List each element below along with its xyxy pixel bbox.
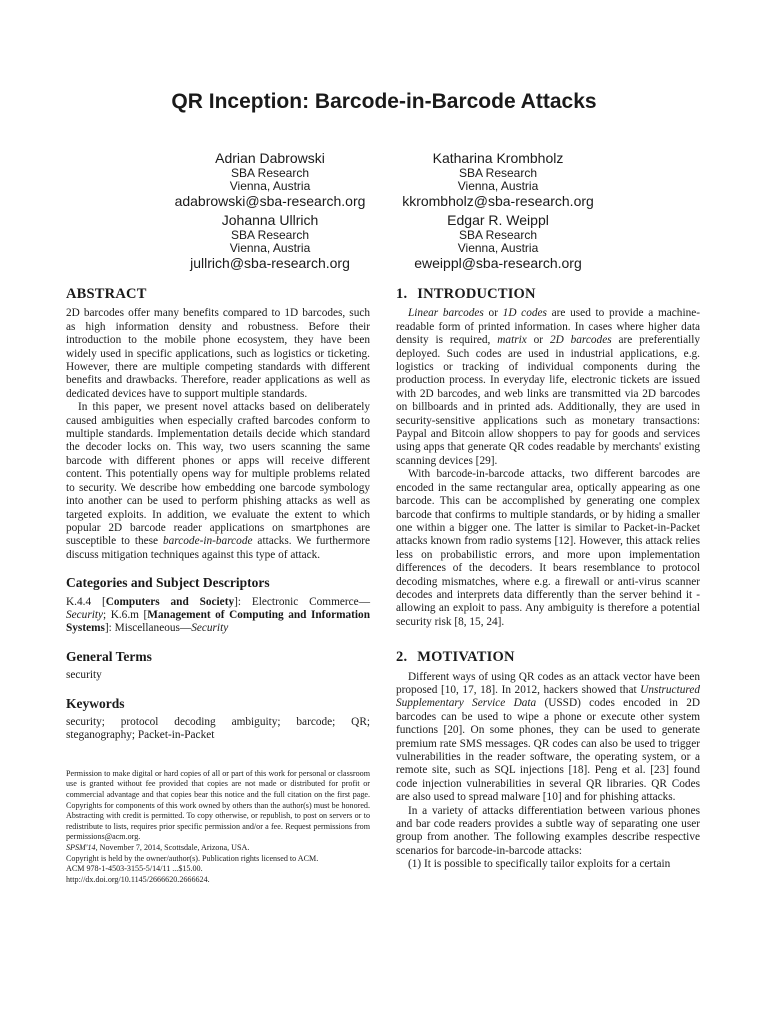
author-block [140, 212, 400, 272]
author-affiliation: SBA Research [230, 228, 310, 242]
right-column [396, 288, 700, 872]
paper-title: QR Inception: Barcode-in-Barcode Attacks [171, 90, 597, 113]
author-location: Vienna, Austria [229, 241, 311, 255]
intro-paragraph: With barcode-in-barcode attacks, two different barcodes are encoded in the same rectangular area, optically appearing as one barcode. This can be accomplished by generating one complex barcode that confirms to multiple standards, or by hiding a smaller one within a bigger one. The latter is similar to Packet-in-Packet attacks known from radio systems [12]. However, this attack relies less on probabilistic errors, and more upon implementation differences of the decoders. It bears resemblance to protocol decoding mismatches, where e.g. a firewall or anti-virus scanner decodes and interprets data differently than the server behind it - allowing an exploit to pass. Any ambiguity is therefore a potential security risk [8, 15, 24]. [396, 468, 700, 628]
author-name: Katharina Krombholz [432, 150, 564, 166]
author-block [368, 150, 628, 210]
author-affiliation: SBA Research [458, 166, 538, 180]
categories-text: K.4.4 [Computers and Society]: Electronic Commerce—Security; K.6.m [Management of Computing and Information Systems]: Miscellaneous—Security [66, 595, 370, 635]
author-block [140, 150, 400, 210]
keywords-heading: Keywords [66, 695, 125, 711]
motivation-heading: 2. MOTIVATION [396, 649, 515, 666]
author-affiliation: SBA Research [458, 228, 538, 242]
abstract-heading: ABSTRACT [66, 286, 147, 302]
motivation-paragraph: Different ways of using QR codes as an attack vector have been proposed [10, 17, 18]. In 2012, hackers showed that Unstructured Supplementary Service Data (USSD) codes encoded in 2D barcodes can be used to wipe a phone or execute other system functions [20]. On some phones, they can be used to generate premium rate SMS messages. QR codes can also be used to trigger vulnerabilities in the reader software, the operating system, or a remote site, such as SQL injections [18]. Peng et al. [23] found code injection vulnerabilities in several QR libraries. QR Codes are also used to spread malware [10] and for phishing attacks. [396, 670, 700, 804]
author-location: Vienna, Austria [457, 241, 539, 255]
author-name: Adrian Dabrowski [215, 150, 325, 166]
author-affiliation: SBA Research [230, 166, 310, 180]
permission-notice: Permission to make digital or hard copies of all or part of this work for personal or classroom use is granted without fee provided that copies are not made or distributed for profit or commercial advantage and that copies bear this notice and the full citation on the first page. Copyrights for components of this work owned by others than the author(s) must be honored. Abstracting with credit is permitted. To copy otherwise, or republish, to post on servers or to redistribute to lists, requires prior specific permission and/or a fee. Request permissions from permissions@acm.org. SPSM'14, November 7, 2014, Scottsdale, Arizona, USA. Copyright is held by the owner/author(s). Publication rights licensed to ACM. ACM 978-1-4503-3155-5/14/11 ...$15.00. http://dx.doi.org/10.1145/2666620.2666624. [66, 768, 370, 884]
author-email: kkrombholz@sba-research.org [402, 193, 594, 209]
author-name: Edgar R. Weippl [447, 212, 549, 228]
abstract-paragraph: In this paper, we present novel attacks based on deliberately caused ambiguities when especially crafted barcodes conform to multiple standards. Implementation details decide which standard the decoder locks on. This way, two users scanning the same barcode with different phones or apps will receive different content. This potentially opens way for multiple problems related to security. We describe how embedding one barcode symbology into another can be used to perform phishing attacks as well as targeted exploits. In addition, we evaluate the extent to which popular 2D barcode reader applications on smartphones are susceptible to these barcode-in-barcode attacks. We furthermore discuss mitigation techniques against this type of attack. [66, 401, 370, 561]
abstract-paragraph: 2D barcodes offer many benefits compared to 1D barcodes, such as high information density and robustness. Before their introduction to the mobile phone ecosystem, they have been widely used in specific applications, such as logistics or ticketing. However, there are multiple competing standards with different benefits and drawbacks. Therefore, reader applications as well as dedicated devices have to support multiple standards. [66, 307, 370, 400]
motivation-paragraph: (1) It is possible to specifically tailor exploits for a certain [408, 858, 671, 871]
keywords-text: security; protocol decoding ambiguity; barcode; QR; steganography; Packet-in-Packet [66, 715, 370, 742]
author-email: adabrowski@sba-research.org [174, 193, 366, 209]
author-location: Vienna, Austria [457, 179, 539, 193]
author-email: eweippl@sba-research.org [414, 255, 582, 271]
author-email: jullrich@sba-research.org [190, 255, 350, 271]
intro-heading: 1. INTRODUCTION [396, 286, 536, 302]
left-column [66, 288, 370, 885]
motivation-paragraph: In a variety of attacks differentiation between various phones and bar code readers provides a subtle way of separating one user group from another. The following examples describe respective scenarios for barcode-in-barcode attacks: [396, 804, 700, 857]
author-block [368, 212, 628, 272]
categories-heading: Categories and Subject Descriptors [66, 575, 270, 591]
author-location: Vienna, Austria [229, 179, 311, 193]
general-terms-heading: General Terms [66, 648, 152, 664]
general-terms-text: security [66, 669, 102, 682]
intro-paragraph: Linear barcodes or 1D codes are used to provide a machine-readable form of printed information. In cases where higher data density is required, matrix or 2D barcodes are preferentially deployed. Such codes are used in industrial applications, e.g. logistics or tracking of individual components during the production process. In everyday life, electronic tickets are issued with 2D barcodes, and web links are transmitted via 2D barcodes on billboards and in printed ads. Additionally, they are used in security-sensitive applications such as monetary transactions: Paypal and Bitcoin allow shoppers to pay for goods and services using apps that generate QR codes readable by merchants' existing scanning devices [29]. [396, 307, 701, 467]
author-name: Johanna Ullrich [221, 212, 319, 228]
